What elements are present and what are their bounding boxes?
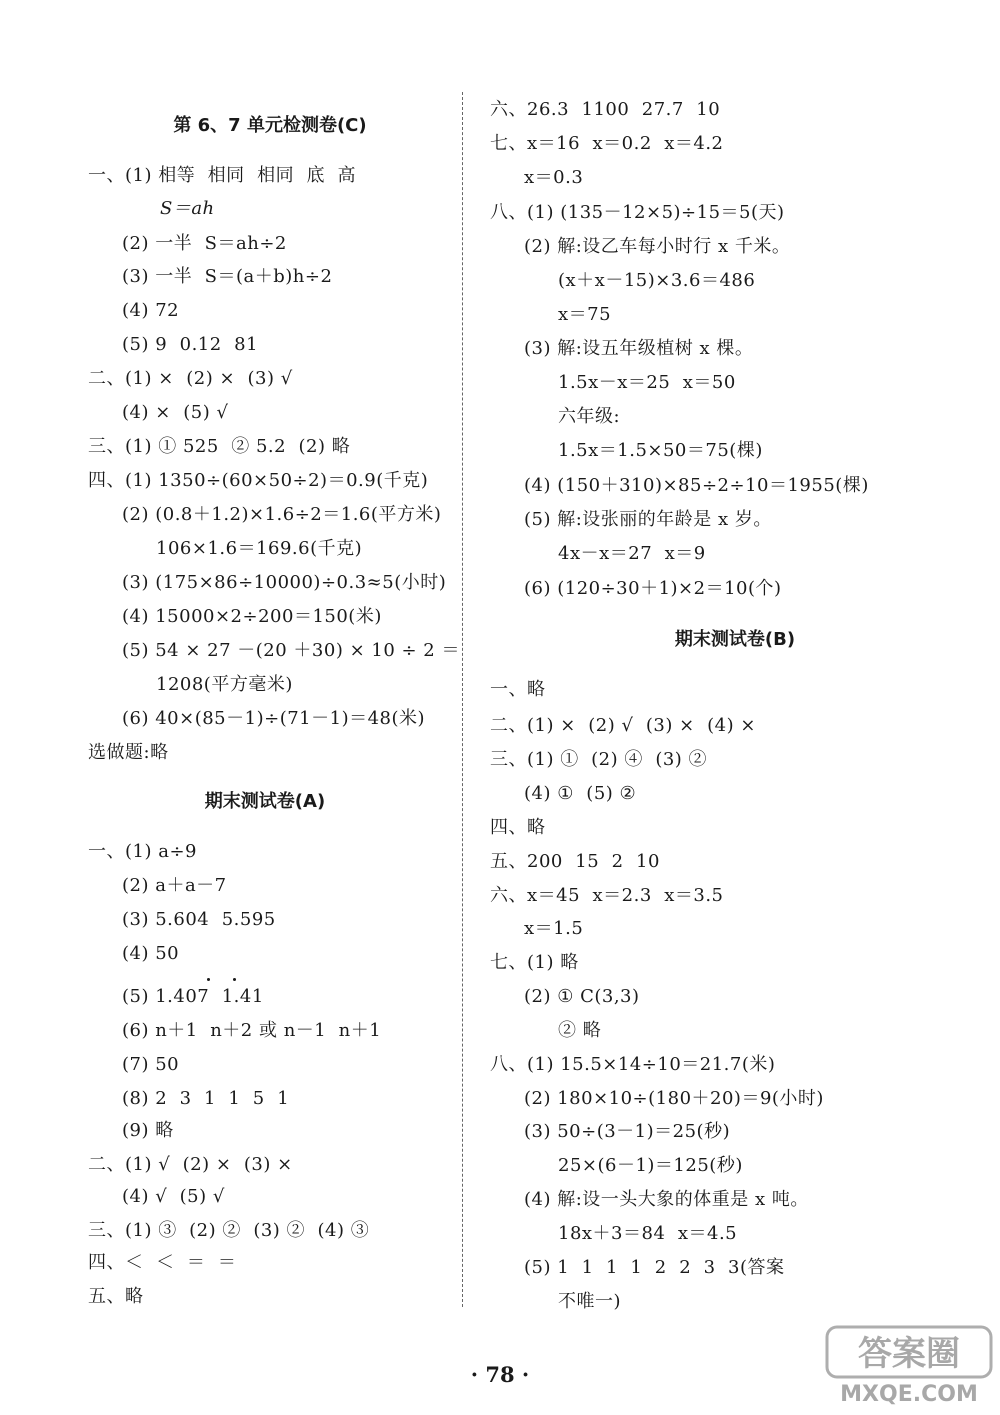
answer-line: 五、略: [88, 1286, 144, 1307]
answer-line: 1.5x＝1.5×50＝75(棵): [558, 440, 763, 461]
answer-line: 106×1.6＝169.6(千克): [156, 538, 363, 559]
answer-line: 4x－x＝27 x＝9: [558, 543, 706, 564]
answer-line: 四、略: [490, 817, 546, 838]
answer-line: 三、(1) ③ (2) ② (3) ② (4) ③: [88, 1220, 370, 1241]
section-title-c: 第 6、7 单元检测卷(C): [173, 115, 367, 136]
answer-line: 一、(1) a÷9: [88, 841, 197, 862]
watermark-top-text: 答案圈: [858, 1334, 960, 1374]
answer-line: (5) 1.407 1.41: [122, 986, 264, 1007]
answer-line: (7) 50: [122, 1054, 180, 1075]
answer-line: 二、(1) × (2) × (3) √: [88, 368, 293, 389]
answer-line: (4) 50: [122, 943, 180, 964]
answer-line: (3) 50÷(3－1)＝25(秒): [524, 1121, 731, 1142]
answer-line: 1208(平方毫米): [156, 674, 293, 695]
answer-line: (2) (0.8＋1.2)×1.6÷2＝1.6(平方米): [122, 504, 442, 525]
section-title-b: 期末测试卷(B): [674, 629, 796, 650]
answer-line: ② 略: [558, 1020, 602, 1041]
answer-line: (3) 5.604 5.595: [122, 909, 276, 930]
answer-line: 一、略: [490, 679, 546, 700]
answer-line: 七、(1) 略: [490, 952, 579, 973]
answer-line: (4) √ (5) √: [122, 1186, 225, 1207]
answer-line: (4) 15000×2÷200＝150(米): [122, 606, 382, 627]
answer-line: (x＋x－15)×3.6＝486: [558, 270, 756, 291]
watermark-graphic: [825, 1325, 993, 1409]
answer-line: 五、200 15 2 10: [490, 851, 660, 872]
answer-line: (4) × (5) √: [122, 402, 229, 423]
answer-line: (3) 解:设五年级植树 x 棵。: [524, 338, 754, 359]
answer-line: x＝0.3: [524, 167, 584, 188]
answer-line: 六年级:: [558, 406, 621, 427]
answer-line: (5) 54 × 27 －(20 ＋30) × 10 ÷ 2 ＝: [122, 640, 460, 661]
answer-line: 四、(1) 1350÷(60×50÷2)＝0.9(千克): [88, 470, 429, 491]
answer-line: 三、(1) ① (2) ④ (3) ②: [490, 749, 708, 770]
answer-line: 18x＋3＝84 x＝4.5: [558, 1223, 738, 1244]
answer-line: (5) 1 1 1 1 2 2 3 3(答案: [524, 1257, 785, 1278]
page-number: · 78 ·: [470, 1362, 530, 1387]
answer-line: 选做题:略: [88, 742, 169, 763]
answer-line: 不唯一): [558, 1291, 622, 1312]
answer-line: 三、(1) ① 525 ② 5.2 (2) 略: [88, 436, 351, 457]
answer-line: (2) a＋a－7: [122, 875, 227, 896]
answer-line: 1.5x－x＝25 x＝50: [558, 372, 736, 393]
column-divider: [462, 92, 463, 1307]
answer-line: (2) 一半 S＝ah÷2: [122, 233, 287, 254]
answer-line: (4) 解:设一头大象的体重是 x 吨。: [524, 1189, 809, 1210]
answer-line: 25×(6－1)＝125(秒): [558, 1155, 743, 1176]
answer-line: (4) 72: [122, 300, 180, 321]
section-title-a: 期末测试卷(A): [204, 791, 326, 812]
answer-line: (2) 解:设乙车每小时行 x 千米。: [524, 236, 791, 257]
answer-line: (5) 解:设张丽的年龄是 x 岁。: [524, 509, 772, 530]
answer-line: 四、＜ ＜ ＝ ＝: [88, 1252, 237, 1273]
answer-line: (4) ① (5) ②: [524, 783, 637, 804]
answer-line: 二、(1) × (2) √ (3) × (4) ×: [490, 715, 756, 736]
answer-line: (4) (150＋310)×85÷2÷10＝1955(棵): [524, 475, 869, 496]
answer-line: 七、x＝16 x＝0.2 x＝4.2: [490, 133, 724, 154]
answer-line: (5) 9 0.12 81: [122, 334, 259, 355]
repeating-decimal-dot: [207, 978, 210, 981]
answer-line: 八、(1) 15.5×14÷10＝21.7(米): [490, 1054, 776, 1075]
answer-line: (9) 略: [122, 1120, 174, 1141]
answer-line: 一、(1) 相等 相同 相同 底 高: [88, 165, 356, 186]
watermark-bottom-text: MXQE.COM: [840, 1382, 978, 1407]
answer-line: (6) (120÷30＋1)×2＝10(个): [524, 578, 782, 599]
answer-line: S＝ah: [160, 198, 215, 219]
answer-line: (3) (175×86÷10000)÷0.3≈5(小时): [122, 572, 447, 593]
answer-line: (2) 180×10÷(180＋20)＝9(小时): [524, 1088, 824, 1109]
watermark-logo: [825, 1325, 993, 1409]
answer-line: 二、(1) √ (2) × (3) ×: [88, 1154, 293, 1175]
answer-line: (6) 40×(85－1)÷(71－1)＝48(米): [122, 708, 426, 729]
answer-line: x＝1.5: [524, 918, 584, 939]
answer-line: (2) ① C(3,3): [524, 986, 640, 1007]
repeating-decimal-dot: [233, 978, 236, 981]
answer-line: (3) 一半 S＝(a＋b)h÷2: [122, 266, 333, 287]
answer-line: 八、(1) (135－12×5)÷15＝5(天): [490, 202, 785, 223]
answer-line: x＝75: [558, 304, 612, 325]
answer-line: (6) n＋1 n＋2 或 n－1 n＋1: [122, 1020, 382, 1041]
answer-line: (8) 2 3 1 1 5 1: [122, 1088, 290, 1109]
answer-line: 六、x＝45 x＝2.3 x＝3.5: [490, 885, 724, 906]
answer-line: 六、26.3 1100 27.7 10: [490, 99, 721, 120]
